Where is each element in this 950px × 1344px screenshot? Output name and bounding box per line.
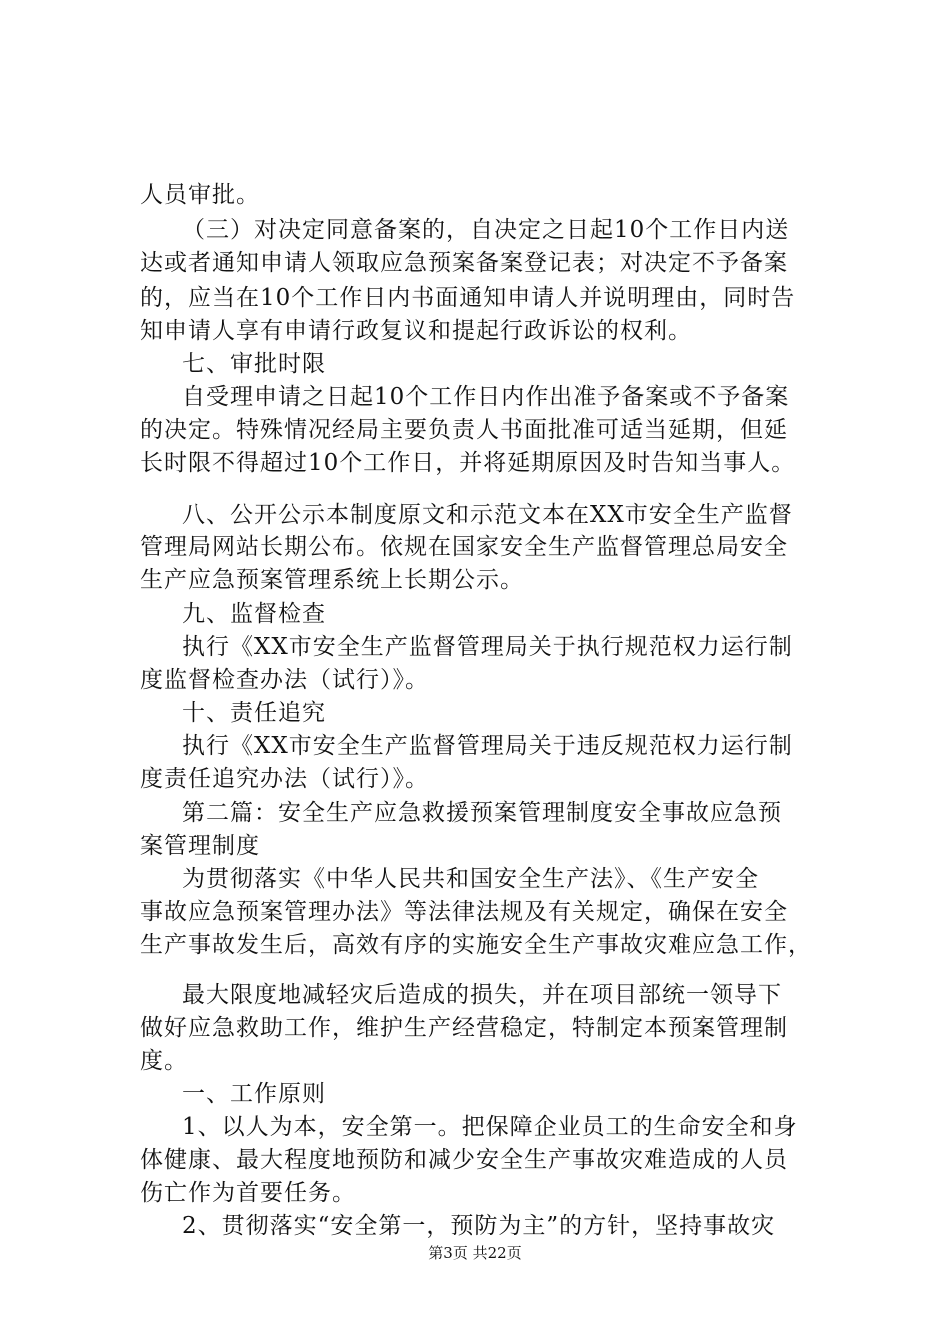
section-heading: 九、监督检查 bbox=[182, 601, 326, 627]
text-line: （三）对决定同意备案的，自决定之日起10个工作日内送 bbox=[182, 217, 790, 243]
text-line: 伤亡作为首要任务。 bbox=[140, 1180, 356, 1206]
text-line: 自受理申请之日起10个工作日内作出准予备案或不予备案 bbox=[182, 384, 790, 410]
text-line: 最大限度地减轻灾后造成的损失，并在项目部统一领导下 bbox=[182, 982, 782, 1008]
text-line: 2、贯彻落实“安全第一，预防为主”的方针，坚持事故灾 bbox=[182, 1213, 776, 1239]
text-line: 为贯彻落实《中华人民共和国安全生产法》、《生产安全 bbox=[182, 866, 759, 892]
text-line: 长时限不得超过10个工作日，并将延期原因及时告知当事人。 bbox=[140, 450, 796, 476]
text-line: 人员审批。 bbox=[140, 182, 260, 208]
text-line: 执行《XX市安全生产监督管理局关于违反规范权力运行制 bbox=[182, 733, 793, 759]
text-line: 1、以人为本，安全第一。把保障企业员工的生命安全和身 bbox=[182, 1114, 798, 1140]
text-line: 的决定。特殊情况经局主要负责人书面批准可适当延期，但延 bbox=[140, 417, 788, 443]
text-line: 生产事故发生后，高效有序的实施安全生产事故灾难应急工作， bbox=[140, 932, 812, 958]
text-line: 度责任追究办法（试行）》。 bbox=[140, 766, 429, 792]
text-line: 事故应急预案管理办法》等法律法规及有关规定，确保在安全 bbox=[140, 899, 788, 925]
text-line: 做好应急救助工作，维护生产经营稳定，特制定本预案管理制 bbox=[140, 1015, 788, 1041]
text-line: 管理局网站长期公布。依规在国家安全生产监督管理总局安全 bbox=[140, 534, 788, 560]
text-line: 执行《XX市安全生产监督管理局关于执行规范权力运行制 bbox=[182, 634, 793, 660]
section-heading: 一、工作原则 bbox=[182, 1081, 326, 1107]
text-line: 生产应急预案管理系统上长期公示。 bbox=[140, 567, 524, 593]
text-line: 知申请人享有申请行政复议和提起行政诉讼的权利。 bbox=[140, 318, 692, 344]
chapter-heading: 案管理制度 bbox=[140, 833, 260, 859]
chapter-heading: 第二篇：安全生产应急救援预案管理制度安全事故应急预 bbox=[182, 800, 782, 826]
section-heading: 十、责任追究 bbox=[182, 700, 326, 726]
text-line: 达或者通知申请人领取应急预案备案登记表；对决定不予备案 bbox=[140, 250, 788, 276]
text-line: 度。 bbox=[140, 1048, 188, 1074]
text-line: 的，应当在10个工作日内书面通知申请人并说明理由，同时告 bbox=[140, 285, 796, 311]
text-line: 度监督检查办法（试行）》。 bbox=[140, 667, 429, 693]
section-heading: 七、审批时限 bbox=[182, 351, 326, 377]
text-line: 八、公开公示本制度原文和示范文本在XX市安全生产监督 bbox=[182, 502, 793, 528]
text-line: 体健康、最大程度地预防和减少安全生产事故灾难造成的人员 bbox=[140, 1147, 788, 1173]
page-number-footer: 第3页 共22页 bbox=[428, 1244, 522, 1262]
